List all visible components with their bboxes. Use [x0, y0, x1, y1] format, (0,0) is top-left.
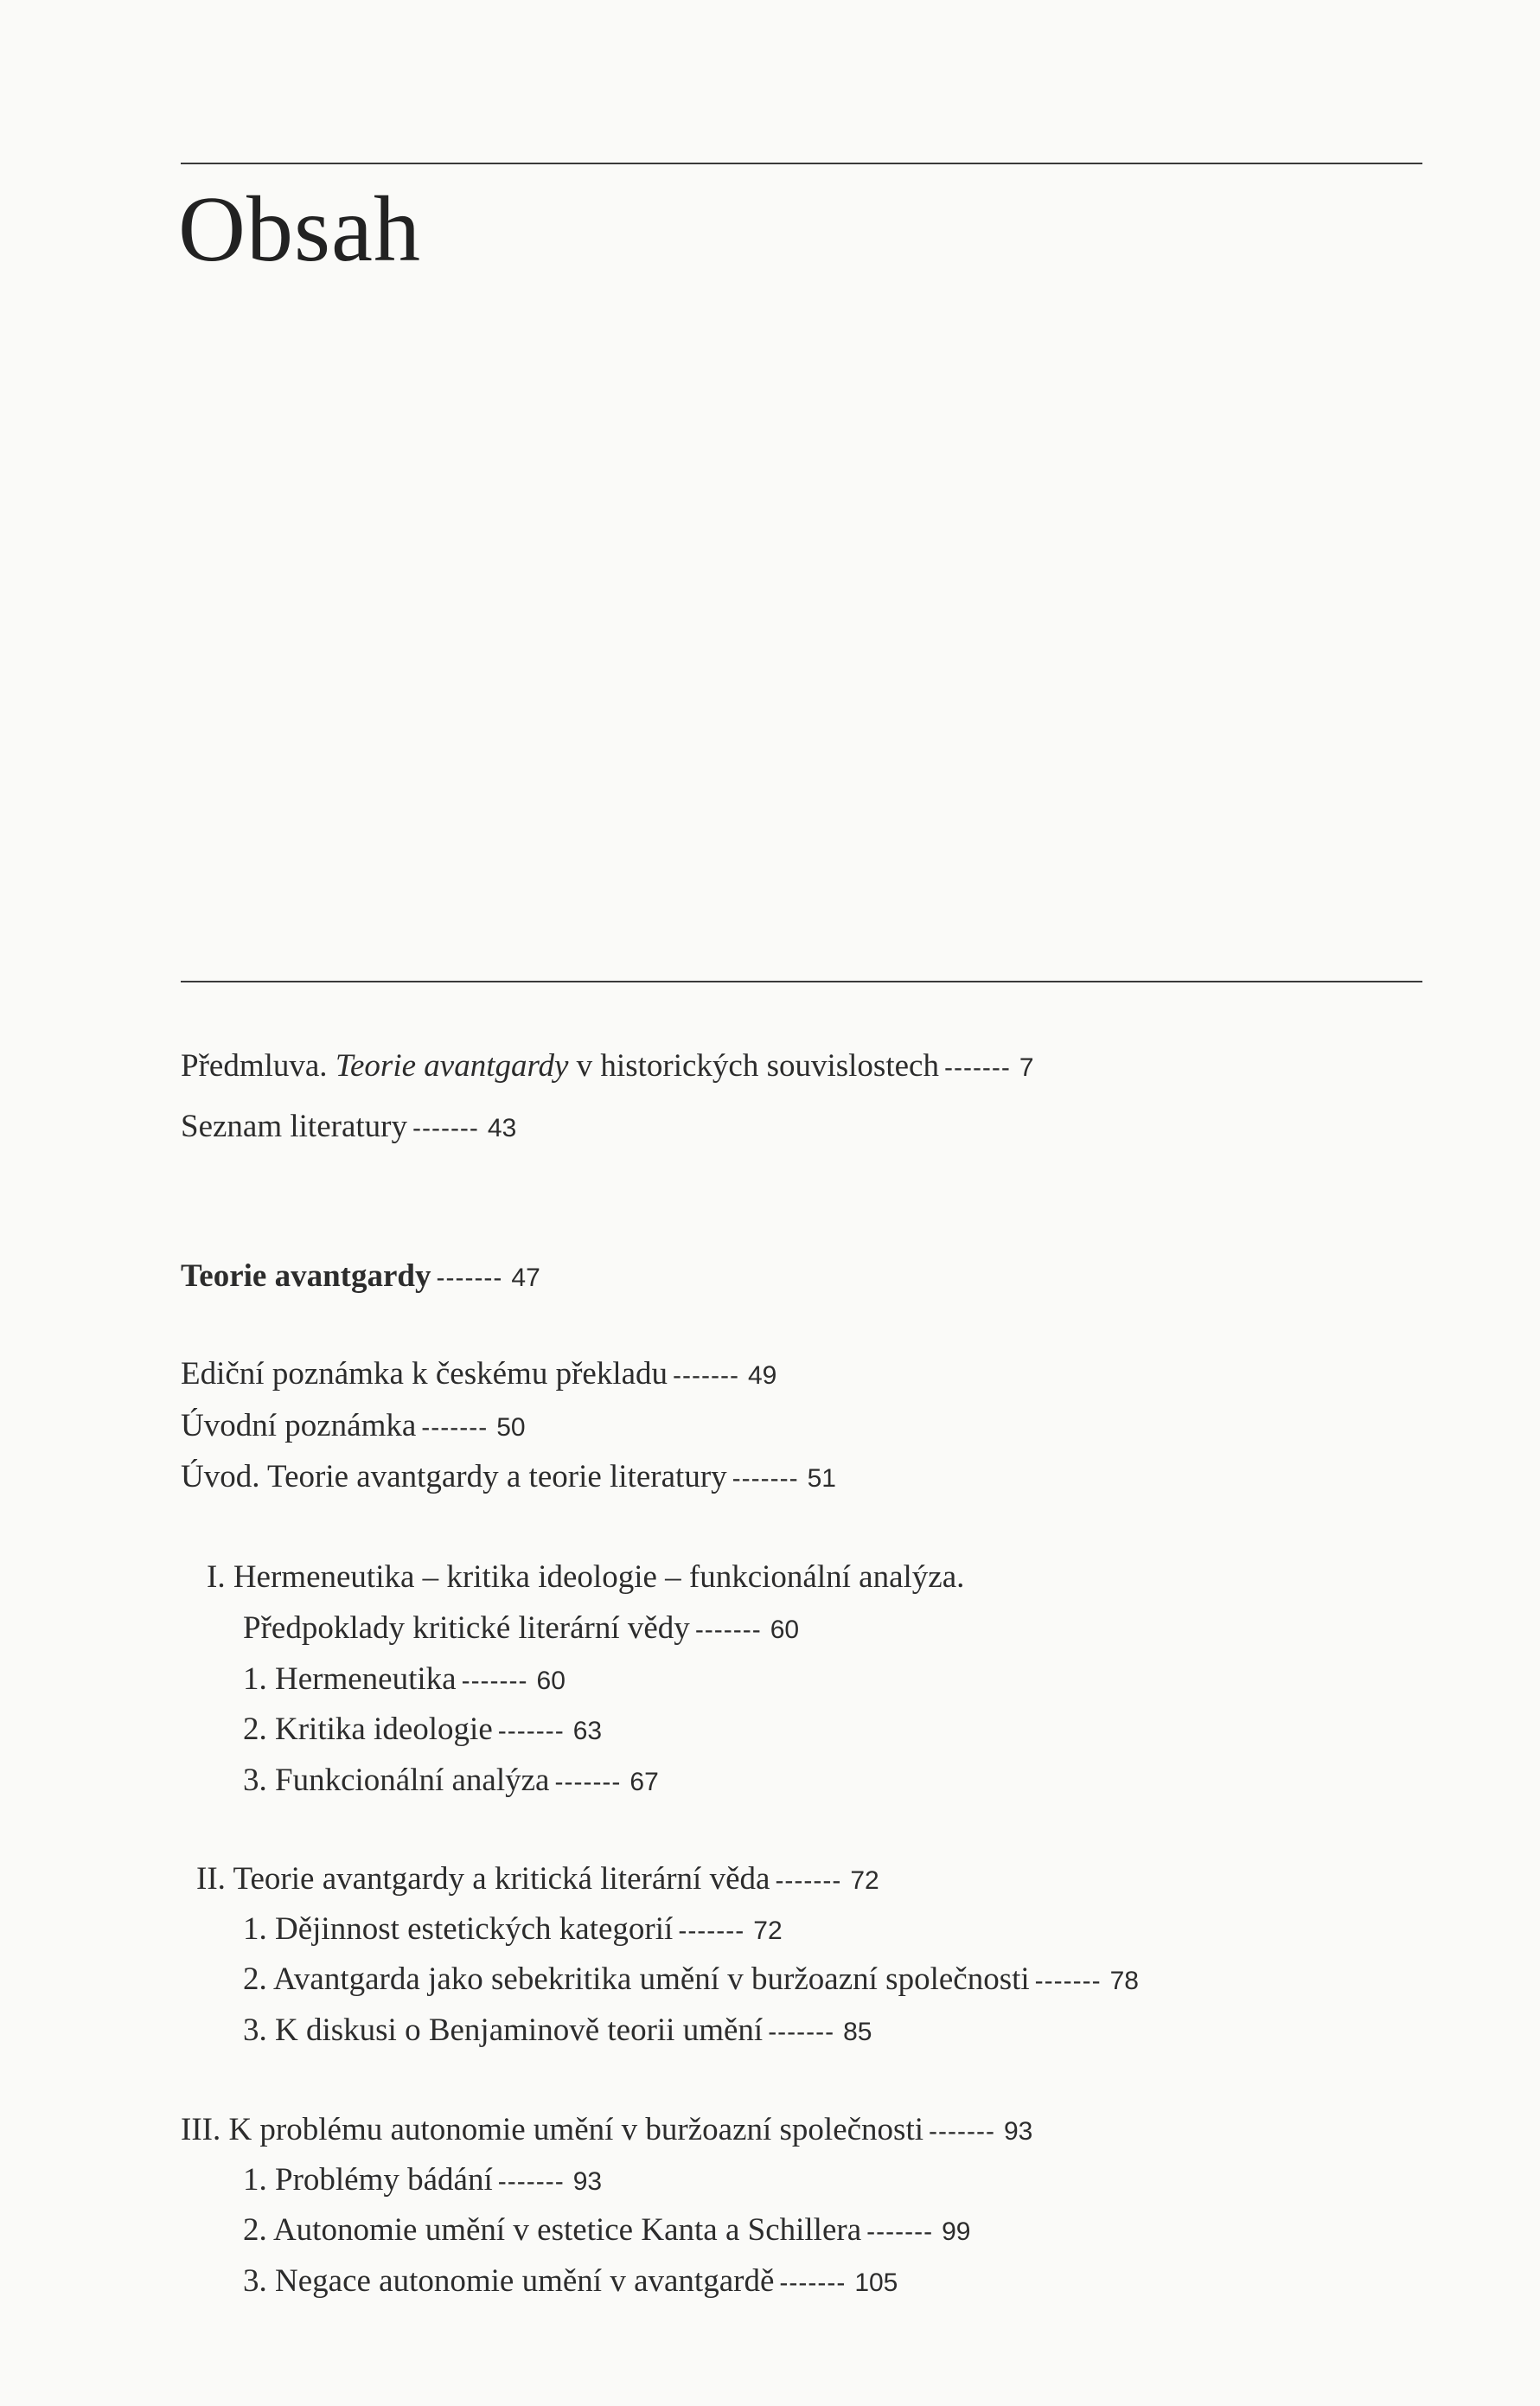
- leader-dots: -------: [412, 1114, 479, 1142]
- page-number: 60: [536, 1667, 566, 1695]
- toc-section[interactable]: [243, 2014, 872, 2046]
- toc-entry-text: II. Teorie avantgardy a kritická literární věda: [196, 1861, 770, 1897]
- toc-entry-text: Teorie avantgardy: [181, 1258, 431, 1294]
- toc-entry-text: III. K problému autonomie umění v buržoazní společnosti: [181, 2112, 924, 2147]
- toc-entry-text: 3. Negace autonomie umění v avantgardě: [243, 2263, 775, 2299]
- leader-dots: -------: [768, 2018, 835, 2046]
- toc-entry-text: 3. Funkcionální analýza: [243, 1763, 550, 1798]
- toc-entry-text: 2. Avantgarda jako sebekritika umění v buržoazní společnosti: [243, 1961, 1030, 1997]
- page-number: 49: [747, 1361, 777, 1390]
- page-number: 60: [770, 1616, 800, 1644]
- leader-dots: -------: [554, 1768, 622, 1796]
- toc-chapter-3-title[interactable]: [181, 2114, 1032, 2146]
- leader-dots: -------: [779, 2268, 847, 2297]
- page-number: 7: [1019, 1053, 1034, 1082]
- leader-dots: -------: [436, 1264, 503, 1292]
- toc-entry-text: Úvod. Teorie avantgardy a teorie literatury: [181, 1459, 727, 1494]
- page-number: 51: [807, 1464, 836, 1493]
- toc-entry-text: v historických souvislostech: [568, 1048, 939, 1084]
- page-number: 63: [572, 1717, 603, 1745]
- toc-entry-text: Předpoklady kritické literární vědy: [243, 1610, 690, 1646]
- page-number: 72: [850, 1866, 879, 1895]
- top-rule: [181, 163, 1422, 164]
- page-number: 43: [487, 1114, 517, 1142]
- toc-section[interactable]: [243, 1663, 566, 1695]
- leader-dots: -------: [775, 1866, 842, 1895]
- page-title: Obsah: [178, 178, 421, 281]
- toc-entry-text: Úvodní poznámka: [181, 1408, 417, 1443]
- leader-dots: -------: [1034, 1967, 1102, 1995]
- toc-entry-introductory-note[interactable]: [181, 1410, 526, 1442]
- page-number: 47: [511, 1264, 540, 1292]
- toc-section[interactable]: [243, 2214, 970, 2246]
- toc-entry-italic-text: Teorie avantgardy: [335, 1048, 569, 1084]
- page-number: 85: [843, 2018, 872, 2046]
- page-number: 67: [629, 1768, 659, 1796]
- page-number: 99: [942, 2217, 971, 2246]
- leader-dots: -------: [678, 1916, 745, 1945]
- leader-dots: -------: [497, 2167, 565, 2196]
- leader-dots: -------: [866, 2217, 934, 2246]
- page-number: 93: [572, 2167, 603, 2196]
- toc-section[interactable]: [243, 2164, 602, 2196]
- toc-entry-editorial-note[interactable]: [181, 1358, 776, 1390]
- leader-dots: -------: [673, 1361, 739, 1390]
- leader-dots: -------: [497, 1717, 565, 1745]
- toc-section[interactable]: [243, 1713, 602, 1745]
- leader-dots: -------: [421, 1413, 489, 1442]
- leader-dots: -------: [694, 1616, 762, 1644]
- leader-dots: -------: [461, 1667, 528, 1695]
- toc-section[interactable]: [243, 1764, 659, 1796]
- toc-entry-text: Předmluva.: [181, 1048, 335, 1084]
- toc-entry-text: 2. Kritika ideologie: [243, 1712, 493, 1747]
- toc-chapter-1-subtitle[interactable]: [243, 1612, 799, 1644]
- page-number: 72: [753, 1916, 783, 1945]
- toc-entry-part-title[interactable]: [181, 1260, 540, 1292]
- toc-entry-text: Seznam literatury: [181, 1109, 407, 1144]
- leader-dots: -------: [929, 2117, 995, 2146]
- toc-entry-bibliography[interactable]: [181, 1110, 516, 1142]
- page-number: 93: [1003, 2117, 1033, 2146]
- toc-entry-text: 1. Problémy bádání: [243, 2162, 493, 2198]
- toc-entry-preface[interactable]: [181, 1050, 1034, 1082]
- middle-rule: [181, 981, 1422, 982]
- toc-entry-text: Ediční poznámka k českému překladu: [181, 1356, 668, 1392]
- toc-entry-text: 2. Autonomie umění v estetice Kanta a Schillera: [243, 2212, 862, 2248]
- page-number: 50: [496, 1413, 526, 1442]
- toc-chapter-2-title[interactable]: [196, 1863, 879, 1895]
- toc-entry-text: 1. Dějinnost estetických kategorií: [243, 1911, 674, 1947]
- toc-entry-text: 3. K diskusi o Benjaminově teorii umění: [243, 2012, 764, 2048]
- toc-entry-text: I. Hermeneutika – kritika ideologie – funkcionální analýza.: [207, 1559, 965, 1595]
- toc-section[interactable]: [243, 2265, 898, 2297]
- toc-entry-introduction[interactable]: [181, 1461, 836, 1493]
- leader-dots: -------: [943, 1053, 1011, 1082]
- page-number: 78: [1109, 1967, 1139, 1995]
- toc-section[interactable]: [243, 1963, 1139, 1995]
- toc-chapter-1-title[interactable]: [207, 1561, 964, 1593]
- page-number: 105: [854, 2268, 898, 2297]
- leader-dots: -------: [732, 1464, 799, 1493]
- toc-section[interactable]: [243, 1913, 783, 1945]
- toc-entry-text: 1. Hermeneutika: [243, 1661, 457, 1697]
